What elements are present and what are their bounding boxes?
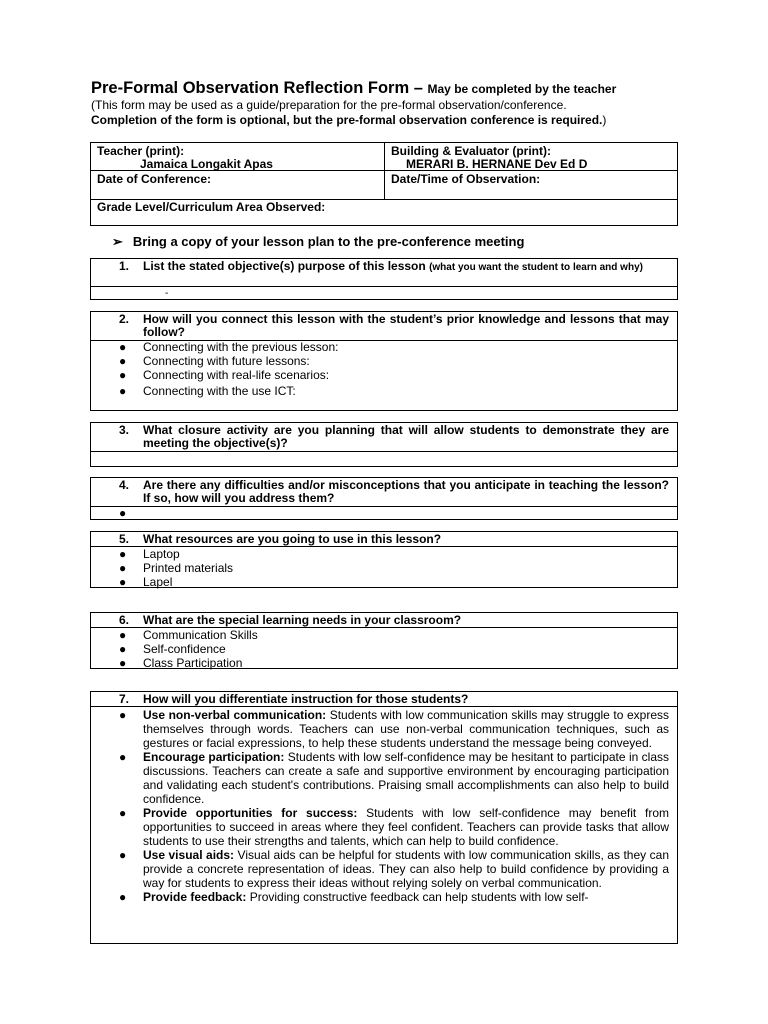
list-item: ● Laptop xyxy=(119,547,180,561)
question-7-box xyxy=(90,691,678,944)
question-5-box xyxy=(90,531,678,588)
form-subtitle: May be completed by the teacher xyxy=(427,82,617,96)
form-title: Pre-Formal Observation Reflection Form – May be completed by the teacher xyxy=(91,79,617,97)
question-2-box xyxy=(90,311,678,411)
question-3-box xyxy=(90,422,678,467)
teacher-label: Teacher (print): xyxy=(97,144,185,158)
arrow-bullet-icon: ➢ xyxy=(112,234,123,249)
question-5-text: 5. What resources are you going to use in this lesson? xyxy=(119,532,442,546)
list-item: ● Provide feedback: Providing constructive feedback can help students with low self- xyxy=(119,890,589,904)
intro-required-text: Completion of the form is optional, but the pre-formal observation conference is required.) xyxy=(91,113,607,127)
evaluator-label: Building & Evaluator (print): xyxy=(391,144,551,158)
question-4-text: 4. Are there any difficulties and/or misconceptions that you anticipate in teaching the lesson? If so, how will you address them? xyxy=(119,478,669,505)
list-item: ● Communication Skills xyxy=(119,628,258,642)
lesson-plan-note: ➢ Bring a copy of your lesson plan to the pre-conference meeting xyxy=(112,234,525,249)
list-item: ● Connecting with the previous lesson: xyxy=(119,340,339,354)
question-1-box xyxy=(90,258,678,300)
question-6-box xyxy=(90,612,678,669)
date-conference-label: Date of Conference: xyxy=(97,172,212,186)
list-item: ● Encourage participation: Students with low self-confidence may be hesitant to participate in class discussions. Teachers can create a safe and supportive environment by encouraging participation and validating each student's contributions. Praising small accomplishments can also help to build confidence. xyxy=(119,750,669,806)
list-item: ● Connecting with real-life scenarios: xyxy=(119,368,330,382)
question-6-text: 6. What are the special learning needs in your classroom? xyxy=(119,613,462,627)
list-item: ● Use non-verbal communication: Students with low communication skills may struggle to express themselves through words. Teachers can use non-verbal communication techniques, such as gestures or facial expressions, to help these students understand the message being conveyed. xyxy=(119,708,669,750)
question-2-text: 2. How will you connect this lesson with the student’s prior knowledge and lessons that may follow? xyxy=(119,312,669,339)
grade-level-label: Grade Level/Curriculum Area Observed: xyxy=(97,200,326,214)
question-4-box: 4. Are there any difficulties and/or misconceptions that you anticipate in teaching the lesson? If so, how will you address them? ● xyxy=(90,477,678,520)
question-1-answer: - xyxy=(165,288,169,299)
list-item: ● Printed materials xyxy=(119,561,234,575)
list-item: ● Use visual aids: Visual aids can be helpful for students with low communication skills, as they can provide a concrete representation of ideas. They can also help to build confidence by providing a way for students to express their ideas without relying solely on verbal communication. xyxy=(119,848,669,890)
question-7-text: 7. How will you differentiate instruction for those students? xyxy=(119,692,469,706)
info-table xyxy=(90,142,678,226)
list-item: ● Lapel xyxy=(119,575,173,589)
intro-text: (This form may be used as a guide/preparation for the pre-formal observation/conference. xyxy=(91,98,567,112)
list-item: ● Connecting with the use ICT: xyxy=(119,384,296,398)
evaluator-value: MERARI B. HERNANE Dev Ed D xyxy=(406,157,588,171)
question-1-text: 1. List the stated objective(s) purpose of this lesson (what you want the student to learn and why) xyxy=(119,259,643,273)
list-item: ● Self-confidence xyxy=(119,642,226,656)
list-item: ● Connecting with future lessons: xyxy=(119,354,310,368)
teacher-value: Jamaica Longakit Apas xyxy=(140,157,273,171)
list-item: ● Provide opportunities for success: Students with low self-confidence may benefit from opportunities to succeed in areas where they feel confident. Teachers can provide tasks that allow students to use their strengths and talents, which can help to build confidence. xyxy=(119,806,669,848)
date-observation-label: Date/Time of Observation: xyxy=(391,172,541,186)
list-item: ● Class Participation xyxy=(119,656,243,670)
question-3-text: 3. What closure activity are you planning that will allow students to demonstrate they are meeting the objective(s)? xyxy=(119,423,669,450)
